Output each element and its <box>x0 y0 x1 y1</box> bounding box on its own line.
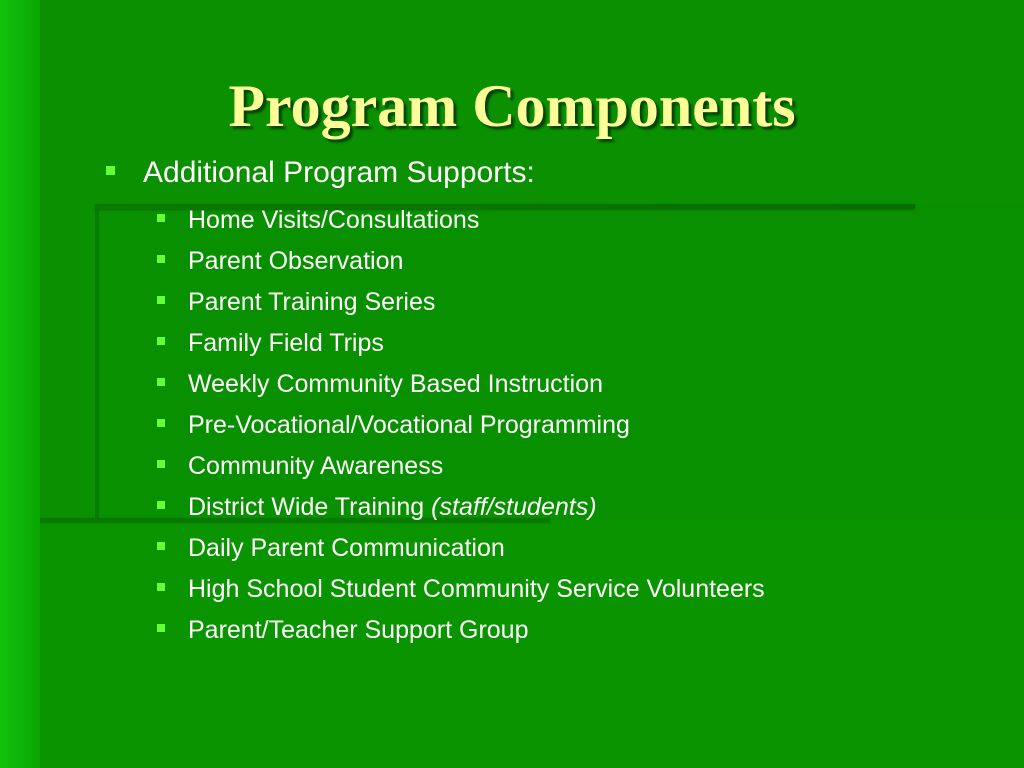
sub-bullet-item <box>157 199 765 240</box>
sub-bullet-item <box>157 527 765 568</box>
square-bullet-icon <box>157 337 165 345</box>
sub-bullet-text: Parent Observation <box>188 246 404 275</box>
square-bullet-icon <box>157 460 165 468</box>
sub-bullet-item <box>157 404 765 445</box>
sub-bullet-note: (staff/students) <box>431 492 597 521</box>
square-bullet-icon <box>157 378 165 386</box>
sub-bullet-text: District Wide Training <box>188 492 425 521</box>
sub-bullet-item <box>157 609 765 650</box>
sub-bullet-text: Parent/Teacher Support Group <box>188 615 529 644</box>
sub-bullet-text: Weekly Community Based Instruction <box>188 369 603 398</box>
sub-bullet-text: Parent Training Series <box>188 287 436 316</box>
sub-bullet-item <box>157 240 765 281</box>
sub-bullet-item <box>157 322 765 363</box>
square-bullet-icon <box>157 296 165 304</box>
square-bullet-icon <box>157 419 165 427</box>
background-middle-vline <box>35 518 40 768</box>
sub-bullet-item <box>157 363 765 404</box>
square-bullet-icon <box>157 214 165 222</box>
square-bullet-icon <box>157 583 165 591</box>
sub-bullet-item <box>157 445 765 486</box>
slide-title: Program Components <box>228 73 796 139</box>
sub-bullet-item <box>157 281 765 322</box>
sub-bullet-text: Community Awareness <box>188 451 444 480</box>
sub-bullet-text: Home Visits/Consultations <box>188 205 480 234</box>
sub-bullet-text: Pre-Vocational/Vocational Programming <box>188 410 630 439</box>
square-bullet-icon <box>157 542 165 550</box>
square-bullet-icon <box>157 255 165 263</box>
sub-bullet-item <box>157 568 765 609</box>
sub-bullet-text: High School Student Community Service Volunteers <box>188 574 765 603</box>
sub-bullet-item <box>157 486 765 527</box>
bullet-level-1 <box>106 155 535 191</box>
sub-bullet-list <box>157 199 765 650</box>
square-bullet-icon <box>157 624 165 632</box>
square-bullet-icon <box>157 501 165 509</box>
background-divider-vline <box>95 204 99 520</box>
square-bullet-icon <box>106 166 115 175</box>
sub-bullet-text: Family Field Trips <box>188 328 384 357</box>
sub-bullet-text: Daily Parent Communication <box>188 533 505 562</box>
bullet-level-1-text: Additional Program Supports: <box>143 156 535 189</box>
